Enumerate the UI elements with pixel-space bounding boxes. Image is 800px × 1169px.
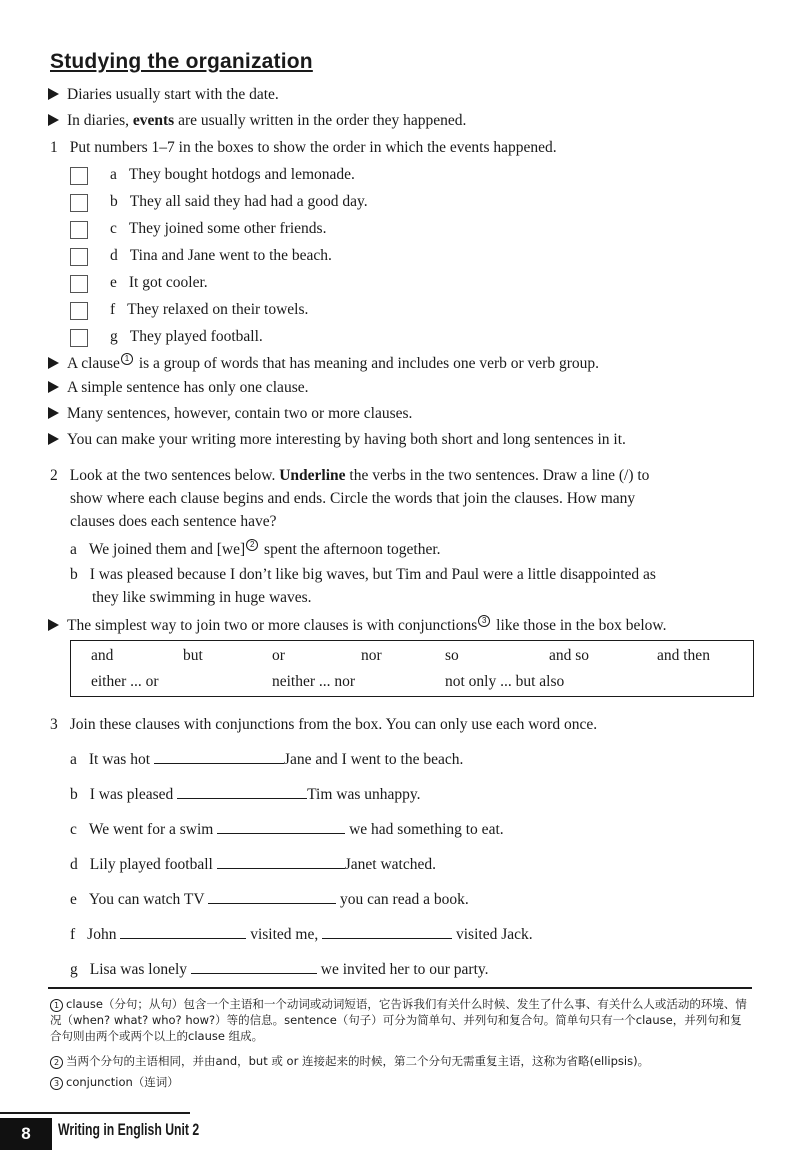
footnote-number: 1 [50,999,63,1012]
event-letter: g [110,328,118,345]
exercise-2-sentence-b-cont: they like swimming in huge waves. [92,589,312,606]
exercise-1-prompt: 1 Put numbers 1–7 in the boxes to show the order in which the events happened. [50,139,557,156]
footnote-1: 1 clause（分句；从句）包含一个主语和一个动词或动词短语，它告诉我们有关什么时候、发生了什么事、有关什么人或活动的环境、情况（when? what? who? how?）等的信息。sentence（句子）可分为简单句、并列句和复合句。简单句只有一个clause，并列句和复合句则由两个或两个以上的clause 组成。 [50,997,747,1043]
event-item [110,274,208,292]
exercise-3-item-d: d Lily played football Janet watched. [70,856,436,873]
footnote-3: 3 conjunction（连词） [50,1074,750,1090]
conjunction-word: and then [657,647,710,664]
event-item [110,193,368,211]
conjunction-word: not only ... but also [445,673,565,690]
event-text: They bought hotdogs and lemonade. [128,166,355,183]
event-letter: e [110,274,117,291]
order-checkbox[interactable] [70,221,88,239]
order-checkbox[interactable] [70,275,88,293]
arrow-bullet-icon [48,357,59,369]
event-letter: c [110,220,117,237]
order-checkbox[interactable] [70,329,88,347]
event-text: They relaxed on their towels. [127,301,309,318]
event-item [110,301,308,319]
exercise-3-item-f: f John visited me, visited Jack. [70,926,533,943]
exercise-3-item-b: b I was pleased Tim was unhappy. [70,786,421,803]
arrow-bullet-icon [48,381,59,393]
conjunction-word: either ... or [91,673,159,690]
conjunction-word: and [91,647,114,664]
event-text: They played football. [129,328,263,345]
event-text: It got cooler. [128,274,208,291]
footnote-marker: 1 [121,353,133,365]
order-checkbox[interactable] [70,302,88,320]
exercise-2-line-3: clauses does each sentence have? [70,513,277,530]
arrow-bullet-icon [48,114,59,126]
arrow-bullet-icon [48,88,59,100]
order-checkbox[interactable] [70,167,88,185]
event-text: They joined some other friends. [128,220,327,237]
event-item [110,328,263,346]
exercise-3-item-g: g Lisa was lonely we invited her to our party. [70,961,489,978]
footnote-marker: 3 [478,615,490,627]
answer-blank[interactable] [191,961,317,974]
answer-blank[interactable] [154,751,284,764]
conjunction-word: nor [361,647,382,664]
event-text: They all said they had had a good day. [129,193,368,210]
bullet-conjunctions: The simplest way to join two or more clauses is with conjunctions 3 like those in the box below. [48,615,666,635]
exercise-3-item-c: c We went for a swim we had something to eat. [70,821,504,838]
event-letter: b [110,193,118,210]
exercise-2-sentence-b: b I was pleased because I don’t like big waves, but Tim and Paul were a little disappointed as [70,566,656,583]
answer-blank[interactable] [208,891,336,904]
event-item [110,166,355,184]
footnote-marker: 2 [246,539,258,551]
footnote-divider [48,987,752,989]
bullet-simple-sentence: A simple sentence has only one clause. [48,379,308,397]
exercise-3-item-e: e You can watch TV you can read a book. [70,891,469,908]
book-title: Writing in English Unit 2 [58,1120,200,1139]
bullet-interesting-writing: You can make your writing more interesting by having both short and long sentences in it. [48,431,626,449]
answer-blank[interactable] [177,786,307,799]
section-title: Studying the organization [50,50,313,73]
conjunction-word: and so [549,647,590,664]
event-letter: d [110,247,118,264]
bullet-events: In diaries, events are usually written in the order they happened. [48,112,466,130]
conjunction-box [70,640,754,697]
event-item [110,220,326,238]
exercise-2-line-2: show where each clause begins and ends. Circle the words that join the clauses. How many [70,490,636,507]
page-number: 8 [0,1118,52,1150]
event-text: Tina and Jane went to the beach. [129,247,332,264]
footnote-number: 2 [50,1056,63,1069]
order-checkbox[interactable] [70,194,88,212]
conjunction-word: but [183,647,203,664]
event-letter: a [110,166,117,183]
answer-blank[interactable] [217,856,345,869]
answer-blank[interactable] [217,821,345,834]
event-letter: f [110,301,116,318]
exercise-2-sentence-a: a We joined them and [we] 2 spent the afternoon together. [70,540,441,558]
arrow-bullet-icon [48,407,59,419]
footnote-2: 2 当两个分句的主语相同，并由and，but 或 or 连接起来的时候，第二个分句无需重复主语，这称为省略(ellipsis)。 [50,1053,750,1069]
answer-blank[interactable] [322,926,452,939]
exercise-2-line-1: 2 Look at the two sentences below. Underline the verbs in the two sentences. Draw a line (/) to [50,467,650,484]
bullet-clause-definition: A clause 1 is a group of words that has meaning and includes one verb or verb group. [48,353,599,373]
conjunction-word: so [445,647,459,664]
arrow-bullet-icon [48,433,59,445]
arrow-bullet-icon [48,619,59,631]
answer-blank[interactable] [120,926,246,939]
bullet-many-sentences: Many sentences, however, contain two or more clauses. [48,405,412,423]
conjunction-word: or [272,647,285,664]
exercise-3-prompt: 3 Join these clauses with conjunctions from the box. You can only use each word once. [50,716,598,733]
conjunction-word: neither ... nor [272,673,356,690]
order-checkbox[interactable] [70,248,88,266]
exercise-3-item-a: a It was hot Jane and I went to the beach. [70,751,464,768]
footer-rule [0,1112,190,1114]
footnote-number: 3 [50,1077,63,1090]
bullet-date: Diaries usually start with the date. [48,86,279,104]
event-item [110,247,332,265]
